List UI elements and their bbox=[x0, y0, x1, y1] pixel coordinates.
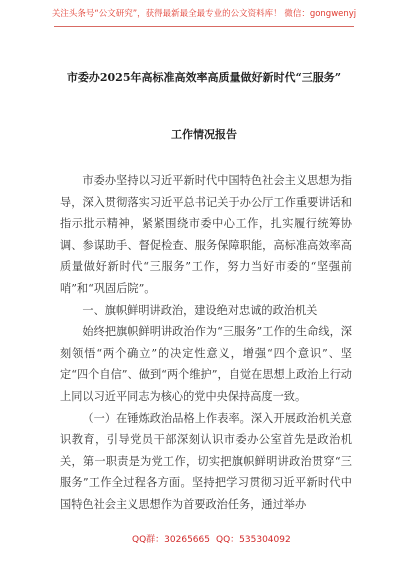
section-heading-1: 一、旗帜鲜明讲政治，建设绝对忠诚的政治机关 bbox=[82, 303, 318, 317]
body-paragraph-2: （一）在锤炼政治品格上作表率。深入开展政治机关意识教育，引导党员干部深刻认识市委办公室首先是政治机关，第一职责是为党工作，切实把旗帜鲜明讲政治贯穿“三服务”工作全过程各方面。坚持把学习贯彻习近平新时代中国特色社会主义思想作为首要政治任务，通过举办 bbox=[60, 411, 352, 511]
qq-contact-link[interactable]: QQ：535304092 bbox=[216, 535, 291, 545]
document-title-line2: 工作情况报告 bbox=[171, 128, 237, 141]
body-paragraph-1: 始终把旗帜鲜明讲政治作为“三服务”工作的生命线，深刻领悟“两个确立”的决定性意义，增强“四个意识”、坚定“四个自信”、做到“两个维护”，自觉在思想上政治上行动上同以习近平同志为核心的党中央保持高度一致。 bbox=[60, 325, 352, 403]
body-paragraph-intro: 市委办坚持以习近平新时代中国特色社会主义思想为指导，深入贯彻落实习近平总书记关于办公厅工作重要讲话和指示批示精神，紧紧围绕市委中心工作，扎实履行统筹协调、参谋助手、督促检查、服务保障职能，高标准高效率高质量做好新时代“三服务”工作，努力当好市委的“坚强前哨”和“巩固后院”。 bbox=[60, 174, 352, 295]
document-title-line1: 市委办2025年高标准高效率高质量做好新时代“三服务” bbox=[66, 71, 342, 84]
contact-footer bbox=[0, 532, 408, 548]
promo-header-text: 关注头条号“公文研究”，获得最新最全最专业的公文资料库！ 微信：gongwenyj bbox=[51, 9, 357, 19]
promo-header bbox=[0, 8, 408, 38]
qq-group-link[interactable]: QQ群：30265665 bbox=[132, 535, 210, 545]
document-body bbox=[60, 170, 352, 516]
header-divider bbox=[54, 26, 354, 27]
